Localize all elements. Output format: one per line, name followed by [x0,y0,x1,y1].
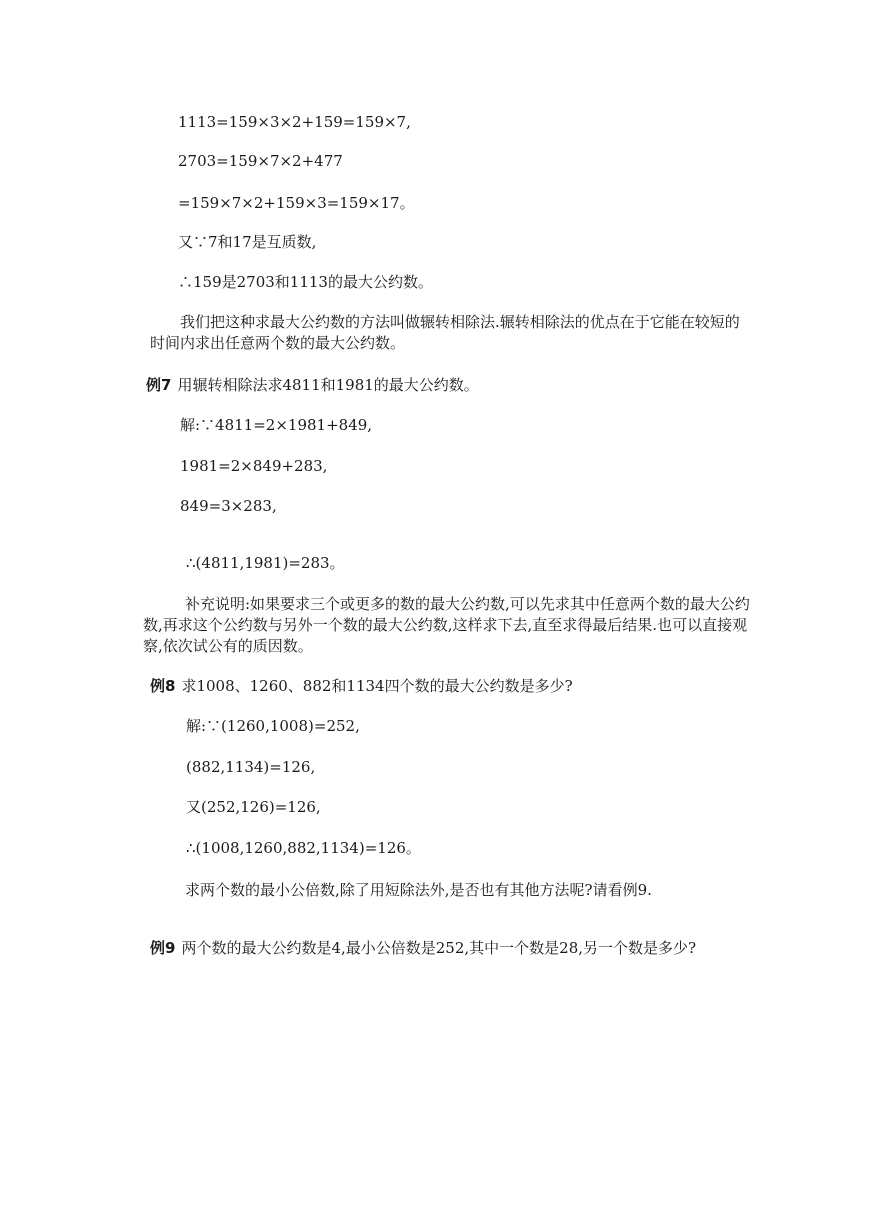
example-9-label: 例9 [150,939,176,957]
derivation-conclusion: ∴159是2703和1113的最大公约数。 [178,273,433,291]
example-7-heading [146,375,479,395]
example-7-step-3: 849=3×283, [180,497,277,515]
example-7-step-2: 1981=2×849+283, [180,457,328,475]
example-8-step-3: 又(252,126)=126, [186,798,321,816]
transition-paragraph: 求两个数的最小公倍数,除了用短除法外,是否也有其他方法呢?请看例9. [185,881,652,899]
example-8-step-2: (882,1134)=126, [186,758,316,776]
example-9-question: 两个数的最大公约数是4,最小公倍数是252,其中一个数是28,另一个数是多少? [181,939,697,957]
example-7-result: ∴(4811,1981)=283。 [186,554,345,572]
example-8-step-1: 解:∵(1260,1008)=252, [186,717,360,735]
example-8-heading [150,676,573,696]
example-8-label: 例8 [150,677,176,695]
derivation-line-1: 1113=159×3×2+159=159×7, [178,113,411,131]
example-8-result: ∴(1008,1260,882,1134)=126。 [186,839,421,857]
derivation-line-2: 2703=159×7×2+477 [178,152,343,170]
explanation-paragraph: 我们把这种求最大公约数的方法叫做辗转相除法.辗转相除法的优点在于它能在较短的时间内求出任意两个数的最大公约数。 [150,313,740,352]
example-8-question: 求1008、1260、882和1134四个数的最大公约数是多少? [181,677,573,695]
example-7-label: 例7 [146,376,172,394]
derivation-line-4: 又∵7和17是互质数, [178,233,317,251]
example-7-question: 用辗转相除法求4811和1981的最大公约数。 [177,376,479,394]
derivation-line-3: =159×7×2+159×3=159×17。 [178,194,415,212]
supplement-paragraph: 补充说明:如果要求三个或更多的数的最大公约数,可以先求其中任意两个数的最大公约数,再求这个公约数与另外一个数的最大公约数,这样求下去,直至求得最后结果.也可以直接观察,依次试公有的质因数。 [143,595,750,655]
example-9-block [150,938,755,959]
example-7-step-1: 解:∵4811=2×1981+849, [180,416,373,434]
